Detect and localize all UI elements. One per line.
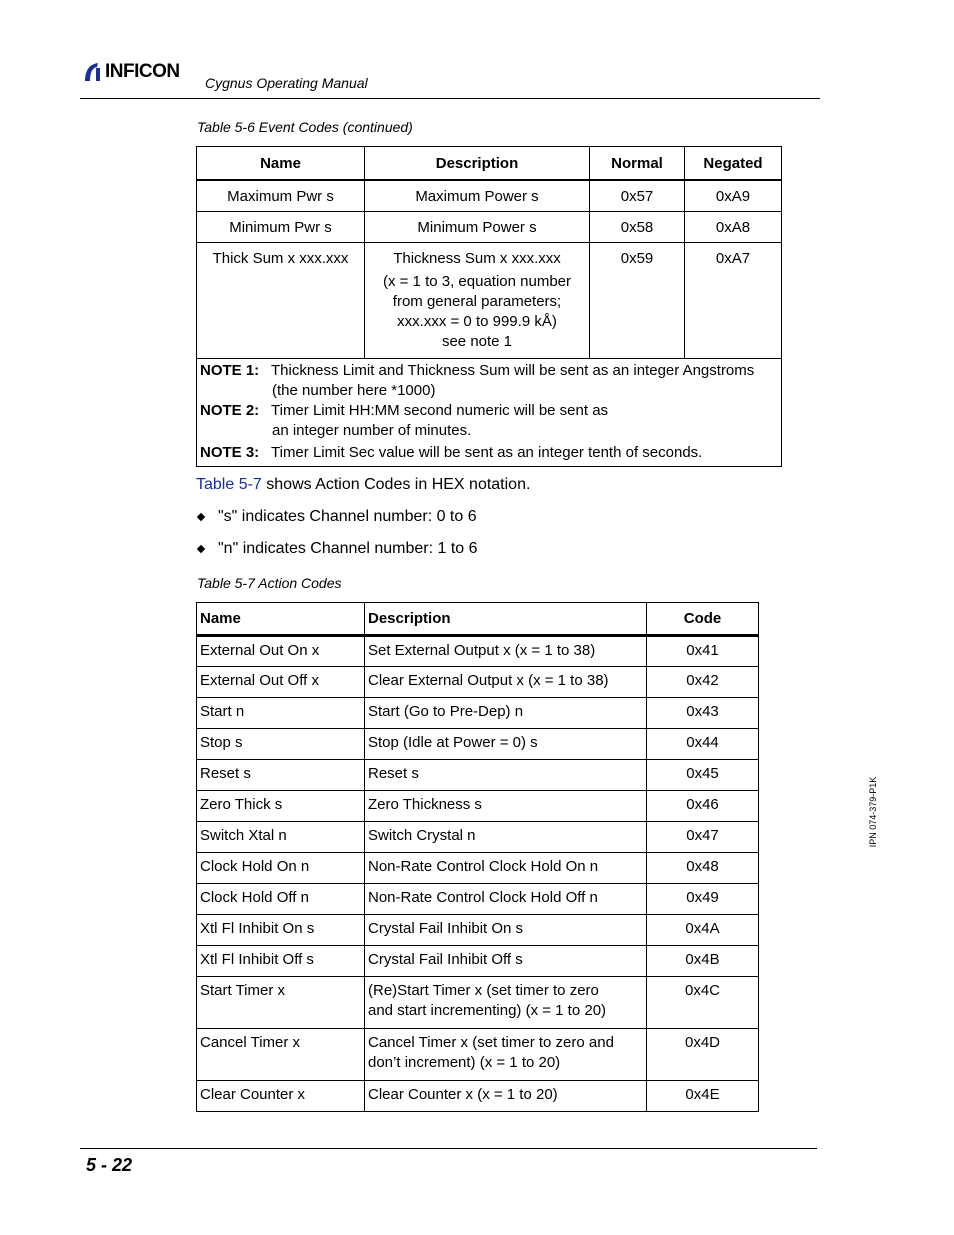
cell-normal: 0x57: [590, 180, 685, 212]
cell-description: Stop (Idle at Power = 0) s: [365, 729, 647, 760]
header-rule: [80, 98, 820, 99]
cell-description: Switch Crystal n: [365, 822, 647, 853]
desc-line: and start incrementing) (x = 1 to 20): [368, 1002, 607, 1019]
note-text: Thickness Limit and Thickness Sum will be sent as an integer Angstroms: [271, 362, 755, 379]
cell-description: [365, 243, 590, 359]
table-row: [197, 884, 759, 915]
table-row: [197, 636, 759, 667]
cell-code: 0x4E: [647, 1081, 759, 1112]
table-row: [197, 212, 782, 243]
table-row: [197, 729, 759, 760]
cell-code: 0x42: [647, 667, 759, 698]
cell-normal: 0x59: [590, 243, 685, 359]
note-label: NOTE 3:: [200, 444, 260, 461]
cell-description: Start (Go to Pre-Dep) n: [365, 698, 647, 729]
table7-caption: Table 5-7 Action Codes: [197, 575, 342, 591]
note-1: [200, 361, 778, 381]
desc-line: (x = 1 to 3, equation number: [382, 273, 572, 290]
event-codes-table: [196, 146, 782, 467]
desc-line: Thickness Sum x xxx.xxx: [393, 250, 561, 267]
cell-code: 0x45: [647, 760, 759, 791]
cell-name: External Out On x: [197, 636, 365, 667]
action-codes-table: [196, 602, 759, 1112]
table-row: [197, 1081, 759, 1112]
side-part-number-text: IPN 074-379-P1K: [868, 776, 878, 848]
table-row: [197, 853, 759, 884]
cell-code: 0x4A: [647, 915, 759, 946]
note-text: Timer Limit Sec value will be sent as an integer tenth of seconds.: [271, 444, 703, 461]
desc-line: don’t increment) (x = 1 to 20): [368, 1054, 561, 1071]
cell-normal: 0x58: [590, 212, 685, 243]
note-2: [200, 401, 778, 421]
desc-line: see note 1: [441, 333, 513, 350]
table-row: [197, 180, 782, 212]
bullet-diamond-icon: [197, 545, 205, 553]
cell-code: 0x4D: [647, 1029, 759, 1081]
cell-code: 0x4B: [647, 946, 759, 977]
column-header-description: Description: [365, 603, 647, 636]
bullet-text: "n" indicates Channel number: 1 to 6: [218, 540, 478, 557]
cell-code: 0x47: [647, 822, 759, 853]
table-row: [197, 915, 759, 946]
cell-code: 0x44: [647, 729, 759, 760]
desc-line: Cancel Timer x (set timer to zero and: [368, 1034, 614, 1051]
note-text: an integer number of minutes.: [272, 422, 472, 439]
cell-name: Clear Counter x: [197, 1081, 365, 1112]
table-row: [197, 791, 759, 822]
note-3: [200, 443, 778, 463]
doc-title: Cygnus Operating Manual: [205, 75, 368, 91]
intro-paragraph: [196, 476, 530, 494]
note-text: (the number here *1000): [272, 382, 436, 399]
cell-description: Non-Rate Control Clock Hold Off n: [365, 884, 647, 915]
cell-name: Thick Sum x xxx.xxx: [197, 243, 365, 359]
bullet-item: [196, 540, 478, 558]
table-row: [197, 977, 759, 1029]
cell-name: Minimum Pwr s: [197, 212, 365, 243]
table-header-row: [197, 147, 782, 181]
cell-name: Start Timer x: [197, 977, 365, 1029]
inficon-logo: [82, 60, 180, 84]
cell-name: Start n: [197, 698, 365, 729]
cell-code: 0x49: [647, 884, 759, 915]
cell-negated: 0xA8: [685, 212, 782, 243]
cell-name: Xtl Fl Inhibit On s: [197, 915, 365, 946]
cell-name: External Out Off x: [197, 667, 365, 698]
bullet-diamond-icon: [197, 513, 205, 521]
cell-description: Clear Counter x (x = 1 to 20): [365, 1081, 647, 1112]
cell-description: Crystal Fail Inhibit On s: [365, 915, 647, 946]
inficon-logo-mark-icon: [82, 61, 104, 83]
column-header-code: Code: [647, 603, 759, 636]
cell-description: Set External Output x (x = 1 to 38): [365, 636, 647, 667]
cell-name: Zero Thick s: [197, 791, 365, 822]
cell-description: Minimum Power s: [365, 212, 590, 243]
note-text: Timer Limit HH:MM second numeric will be sent as: [271, 402, 609, 419]
desc-line: xxx.xxx = 0 to 999.9 kÅ): [397, 313, 557, 330]
column-header-normal: Normal: [590, 147, 685, 181]
cell-name: Xtl Fl Inhibit Off s: [197, 946, 365, 977]
table6-caption: Table 5-6 Event Codes (continued): [197, 119, 413, 135]
desc-line: (Re)Start Timer x (set timer to zero: [368, 982, 599, 999]
cell-code: 0x4C: [647, 977, 759, 1029]
cell-name: Stop s: [197, 729, 365, 760]
note-label: NOTE 2:: [200, 402, 260, 419]
column-header-negated: Negated: [685, 147, 782, 181]
cell-name: Reset s: [197, 760, 365, 791]
table-reference-link[interactable]: Table 5-7: [196, 476, 262, 493]
notes-cell: [197, 359, 782, 467]
bullet-item: [196, 508, 477, 526]
table-row: [197, 1029, 759, 1081]
cell-negated: 0xA7: [685, 243, 782, 359]
note-label: NOTE 1:: [200, 362, 260, 379]
column-header-description: Description: [365, 147, 590, 181]
cell-name: Maximum Pwr s: [197, 180, 365, 212]
cell-negated: 0xA9: [685, 180, 782, 212]
cell-description: [365, 977, 647, 1029]
table-row: [197, 760, 759, 791]
page-number: 5 - 22: [86, 1155, 133, 1175]
cell-description: [365, 1029, 647, 1081]
table-row: [197, 698, 759, 729]
footer-rule: [80, 1148, 817, 1149]
cell-description: Non-Rate Control Clock Hold On n: [365, 853, 647, 884]
cell-code: 0x46: [647, 791, 759, 822]
paragraph-text: shows Action Codes in HEX notation.: [261, 476, 531, 493]
cell-description: Clear External Output x (x = 1 to 38): [365, 667, 647, 698]
table-row: [197, 667, 759, 698]
cell-name: Clock Hold On n: [197, 853, 365, 884]
table-header-row: [197, 603, 759, 636]
column-header-name: Name: [197, 603, 365, 636]
cell-description: Reset s: [365, 760, 647, 791]
notes-row: [197, 359, 782, 467]
cell-name: Cancel Timer x: [197, 1029, 365, 1081]
side-part-number: [858, 775, 888, 850]
table-row: [197, 822, 759, 853]
cell-name: Switch Xtal n: [197, 822, 365, 853]
logo-text: INFICON: [105, 61, 180, 82]
cell-code: 0x43: [647, 698, 759, 729]
table-row: [197, 946, 759, 977]
cell-code: 0x48: [647, 853, 759, 884]
column-header-name: Name: [197, 147, 365, 181]
cell-description: Crystal Fail Inhibit Off s: [365, 946, 647, 977]
cell-name: Clock Hold Off n: [197, 884, 365, 915]
bullet-text: "s" indicates Channel number: 0 to 6: [218, 508, 477, 525]
cell-description: Maximum Power s: [365, 180, 590, 212]
desc-line: from general parameters;: [392, 293, 562, 310]
cell-description: Zero Thickness s: [365, 791, 647, 822]
cell-code: 0x41: [647, 636, 759, 667]
table-row: [197, 243, 782, 359]
